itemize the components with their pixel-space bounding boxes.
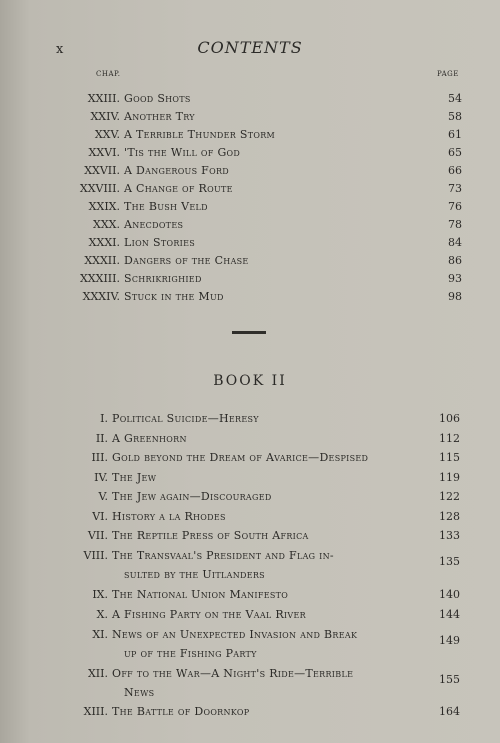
chapter-title: Schrikrighied — [124, 272, 202, 285]
chapter-page: 149 — [439, 634, 460, 647]
chapter-title: A Dangerous Ford — [124, 164, 229, 177]
chapter-number: XIII. — [83, 705, 108, 718]
chapter-page: 122 — [439, 490, 460, 503]
toc-entry — [0, 182, 500, 200]
chapter-title: Another Try — [124, 110, 195, 123]
chapter-title: A Terrible Thunder Storm — [124, 128, 276, 141]
chapter-title: Stuck in the Mud — [124, 290, 224, 303]
chapter-title: The National Union Manifesto — [112, 588, 289, 601]
chapter-title: Gold beyond the Dream of Avarice—Despised — [112, 451, 369, 464]
toc-entry — [0, 92, 500, 110]
chapter-page: 164 — [439, 705, 460, 718]
chapter-title: Off to the War—A Night's Ride—Terrible — [112, 667, 354, 680]
chapter-number: III. — [91, 451, 108, 464]
chapter-title: The Bush Veld — [124, 200, 208, 213]
chapter-page: 61 — [448, 128, 462, 141]
toc-entry — [0, 290, 500, 308]
chapter-number: XXIX. — [88, 200, 120, 213]
page-title: CONTENTS — [197, 38, 303, 57]
chapter-title: History a la Rhodes — [112, 510, 226, 523]
chapter-number: XXVI. — [88, 146, 120, 159]
page-column-header: PAGE — [437, 70, 459, 78]
chapter-number: XXV. — [94, 128, 120, 141]
page-number: x — [56, 42, 64, 57]
chapter-title-continued: News — [124, 686, 155, 699]
toc-entry — [0, 236, 500, 254]
chapter-title-continued: up of the Fishing Party — [124, 647, 257, 660]
chapter-number: XXVIII. — [79, 182, 120, 195]
chapter-page: 93 — [448, 272, 462, 285]
chapter-page: 54 — [448, 92, 462, 105]
toc-entry — [0, 218, 500, 236]
chapter-number: IV. — [94, 471, 108, 484]
chapter-page: 140 — [439, 588, 460, 601]
chapter-title: The Transvaal's President and Flag in- — [112, 549, 334, 562]
chapter-title: Lion Stories — [124, 236, 196, 249]
chapter-title: A Change of Route — [124, 182, 233, 195]
chapter-page: 86 — [448, 254, 462, 267]
chapter-number: XXVII. — [84, 164, 120, 177]
chapter-page: 73 — [448, 182, 462, 195]
book2-heading: BOOK II — [213, 373, 287, 389]
chapter-title: Dangers of the Chase — [124, 254, 249, 267]
chapter-page: 112 — [439, 432, 460, 445]
chapter-number: XXXI. — [88, 236, 120, 249]
chapter-page: 58 — [448, 110, 462, 123]
chapter-page: 66 — [448, 164, 462, 177]
chapter-number: X. — [96, 608, 108, 621]
chapter-number: XXIV. — [90, 110, 120, 123]
chapter-title: Anecdotes — [124, 218, 184, 231]
chapter-page: 135 — [439, 555, 460, 568]
toc-entry — [0, 254, 500, 272]
chapter-page: 155 — [439, 673, 460, 686]
chapter-page: 119 — [439, 471, 460, 484]
chapter-page: 133 — [439, 529, 460, 542]
chapter-number: XXXIV. — [82, 290, 120, 303]
toc-entry — [0, 164, 500, 182]
chapter-title: Good Shots — [124, 92, 191, 105]
chapter-title: The Reptile Press of South Africa — [112, 529, 309, 542]
chapter-title: The Battle of Doornkop — [112, 705, 250, 718]
toc-entry — [0, 110, 500, 128]
toc-entry — [0, 272, 500, 290]
chapter-page: 98 — [448, 290, 462, 303]
chapter-number: XXX. — [93, 218, 120, 231]
chapter-page: 84 — [448, 236, 462, 249]
section-divider — [232, 331, 266, 334]
chapter-page: 78 — [448, 218, 462, 231]
chapter-title: Political Suicide—Heresy — [112, 412, 259, 425]
toc-entry — [0, 200, 500, 218]
chapter-number: XXXIII. — [79, 272, 120, 285]
toc-entry — [0, 128, 500, 146]
chap-column-header: CHAP. — [96, 70, 121, 78]
chapter-page: 128 — [439, 510, 460, 523]
chapter-number: XXXII. — [84, 254, 120, 267]
chapter-number: IX. — [92, 588, 108, 601]
chapter-title: A Greenhorn — [112, 432, 187, 445]
chapter-page: 115 — [439, 451, 460, 464]
chapter-number: XI. — [92, 628, 108, 641]
chapter-number: V. — [98, 490, 108, 503]
chapter-page: 76 — [448, 200, 462, 213]
chapter-title: The Jew — [112, 471, 157, 484]
chapter-title-continued: sulted by the Uitlanders — [124, 568, 265, 581]
chapter-page: 144 — [439, 608, 460, 621]
chapter-page: 106 — [439, 412, 460, 425]
chapter-number: VII. — [87, 529, 108, 542]
chapter-number: II. — [95, 432, 108, 445]
chapter-number: XXIII. — [87, 92, 120, 105]
chapter-page: 65 — [448, 146, 462, 159]
toc-entry — [0, 146, 500, 164]
chapter-title: 'Tis the Will of God — [124, 146, 241, 159]
chapter-title: News of an Unexpected Invasion and Break — [112, 628, 358, 641]
chapter-number: I. — [100, 412, 108, 425]
chapter-title: A Fishing Party on the Vaal River — [112, 608, 306, 621]
chapter-number: VI. — [92, 510, 108, 523]
chapter-number: VIII. — [83, 549, 108, 562]
chapter-number: XII. — [87, 667, 108, 680]
chapter-title: The Jew again—Discouraged — [112, 490, 272, 503]
